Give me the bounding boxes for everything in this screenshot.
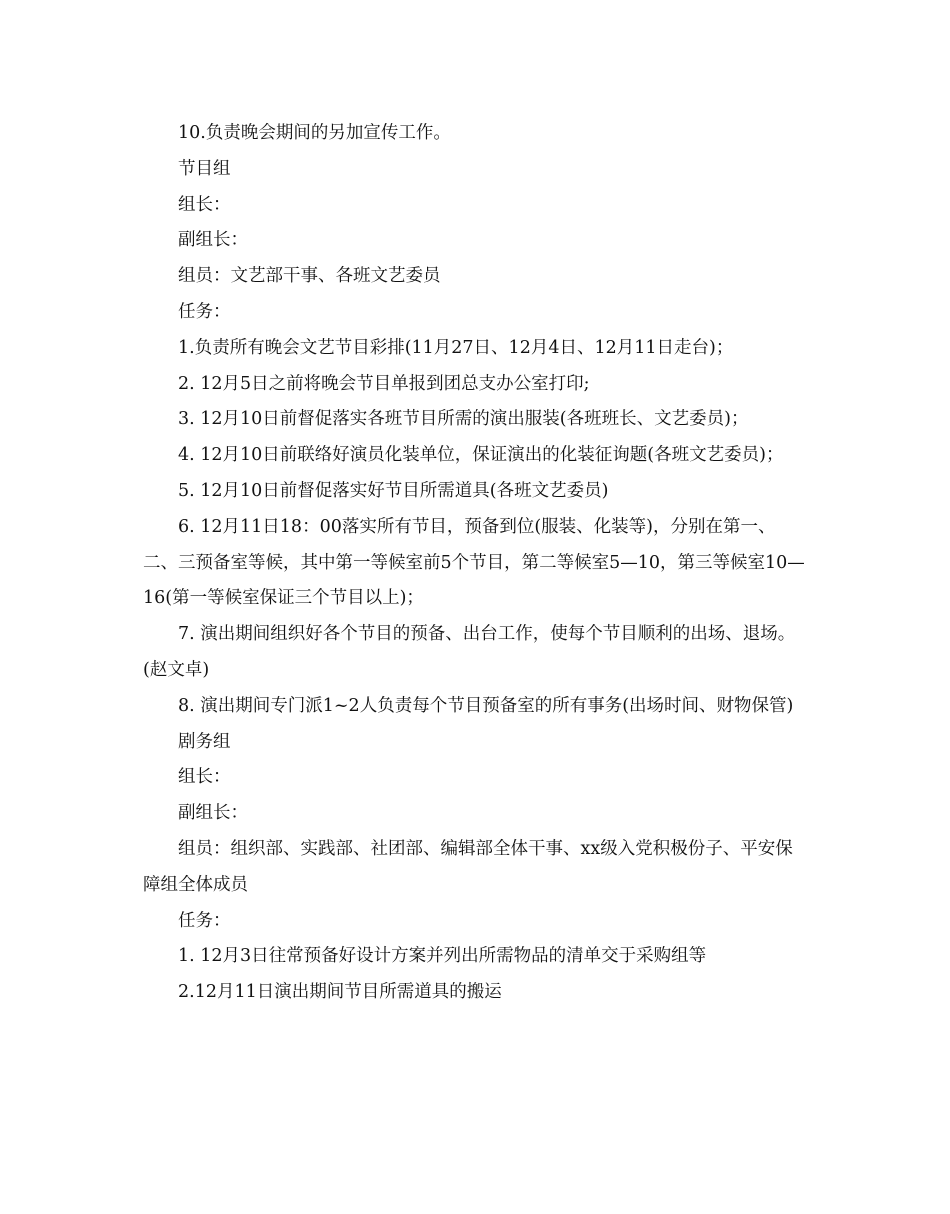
task-item-5: 5. 12月10日前督促落实好节目所需道具(各班文艺委员) xyxy=(178,480,609,501)
task-item-7: 7. 演出期间组织好各个节目的预备、出台工作，使每个节目顺利的出场、退场。(赵文卓) xyxy=(143,624,796,680)
document-body xyxy=(143,116,808,1011)
paragraph-group-leader: 组长： xyxy=(178,194,231,215)
paragraph-stage-leader: 组长： xyxy=(178,767,231,788)
paragraph-publicity-task: 10.负责晚会期间的另加宣传工作。 xyxy=(178,123,451,143)
task-item-1: 1.负责所有晚会文艺节目彩排(11月27日、12月4日、12月11日走台)； xyxy=(178,337,734,358)
stage-task-item-1: 1. 12月3日往常预备好设计方案并列出所需物品的清单交于采购组等 xyxy=(178,946,707,967)
paragraph-tasks-label: 任务： xyxy=(178,301,231,322)
task-item-8: 8. 演出期间专门派1~2人负责每个节目预备室的所有事务(出场时间、财物保管) xyxy=(178,695,794,716)
stage-task-item-2: 2.12月11日演出期间节目所需道具的搬运 xyxy=(178,982,502,1003)
heading-stage-group: 剧务组 xyxy=(178,731,231,752)
heading-program-group: 节目组 xyxy=(178,158,231,179)
paragraph-stage-tasks-label: 任务： xyxy=(178,910,231,931)
paragraph-deputy-leader: 副组长： xyxy=(178,230,248,251)
paragraph-stage-deputy-leader: 副组长： xyxy=(178,803,248,824)
task-item-4: 4. 12月10日前联络好演员化装单位，保证演出的化装征询题(各班文艺委员)； xyxy=(178,445,784,466)
paragraph-members: 组员：文艺部干事、各班文艺委员 xyxy=(178,266,441,287)
paragraph-stage-members: 组员：组织部、实践部、社团部、编辑部全体干事、xx级入党积极份子、平安保障组全体成员 xyxy=(143,838,793,895)
task-item-2: 2. 12月5日之前将晚会节目单报到团总支办公室打印; xyxy=(178,373,590,394)
task-item-6: 6. 12月11日18：00落实所有节目，预备到位(服装、化装等)，分别在第一、二、三预备室等候，其中第一等候室前5个节目，第二等候室5—10，第三等候室10—16(第一等候室保证三个节目以上)； xyxy=(143,516,805,609)
task-item-3: 3. 12月10日前督促落实各班节目所需的演出服装(各班班长、文艺委员)； xyxy=(178,409,749,430)
